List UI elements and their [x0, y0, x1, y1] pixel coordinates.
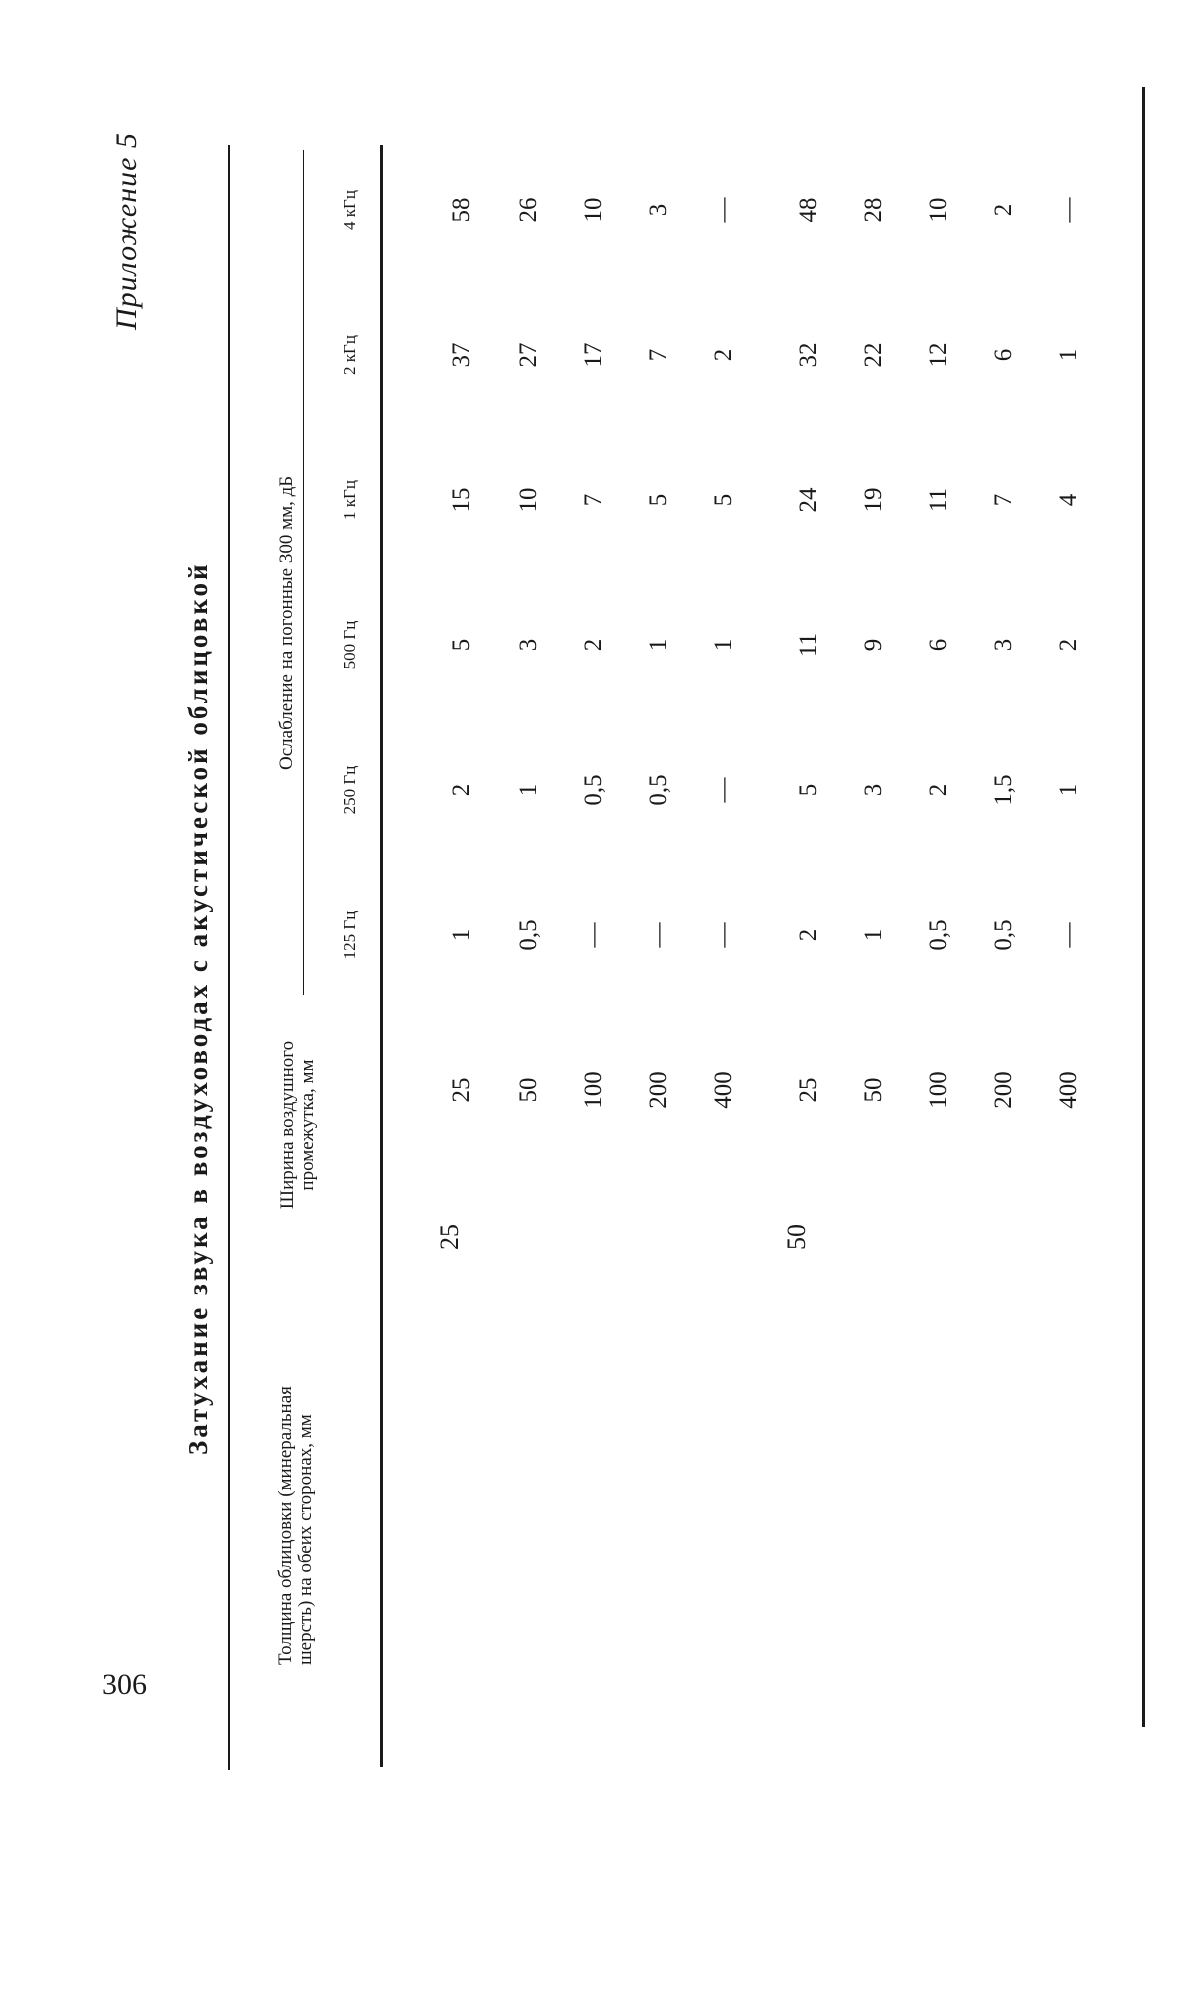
table-cell: 6: [925, 638, 952, 652]
table-cell: 58: [448, 197, 475, 223]
table-cell: 7: [645, 348, 672, 362]
table-cell: 0,5: [990, 919, 1017, 951]
header-gap: [278, 995, 318, 1255]
table-cell: 37: [448, 342, 475, 368]
freq-header-250hz: 250 Гц: [340, 765, 359, 815]
table-cell: 1: [1055, 348, 1082, 362]
table-cell: —: [710, 922, 737, 948]
gap-value: 50: [515, 1077, 542, 1103]
table-cell: 1,5: [990, 774, 1017, 806]
table-cell: 32: [795, 342, 822, 368]
appendix-label: Приложение 5: [110, 132, 143, 330]
table-cell: 7: [580, 493, 607, 507]
table-cell: 0,5: [515, 919, 542, 951]
thickness-value: 50: [782, 1224, 811, 1250]
freq-header-4khz: 4 кГц: [340, 190, 359, 230]
top-rule: [228, 145, 230, 1770]
table-cell: 19: [860, 487, 887, 513]
table-cell: —: [580, 922, 607, 948]
table-cell: —: [645, 922, 672, 948]
table-cell: 28: [860, 197, 887, 223]
table-cell: 0,5: [580, 774, 607, 806]
table-cell: 1: [710, 638, 737, 652]
freq-header-125hz: 125 Гц: [340, 910, 359, 960]
freq-header-1khz: 1 кГц: [340, 480, 359, 520]
table-cell: 0,5: [645, 774, 672, 806]
bottom-rule: [1142, 87, 1145, 1727]
gap-value: 25: [795, 1077, 822, 1103]
table-cell: 2: [710, 348, 737, 362]
table-cell: 2: [448, 783, 475, 797]
gap-value: 50: [860, 1077, 887, 1103]
table-cell: 3: [645, 203, 672, 217]
table-cell: 48: [795, 197, 822, 223]
header-thickness-line1: Толщина облицовки (минеральная: [275, 1386, 296, 1665]
gap-value: 100: [580, 1071, 607, 1109]
table-cell: 1: [645, 638, 672, 652]
table-cell: 1: [1055, 783, 1082, 797]
table-cell: 5: [448, 638, 475, 652]
table-cell: 2: [580, 638, 607, 652]
header-gap-line2: промежутка, мм: [297, 1059, 318, 1191]
table-cell: 15: [448, 487, 475, 513]
table-cell: —: [1055, 197, 1082, 223]
freq-header-500hz: 500 Гц: [340, 620, 359, 670]
table-cell: 2: [990, 203, 1017, 217]
header-thickness: [276, 1386, 316, 1665]
table-cell: 1: [515, 783, 542, 797]
table-cell: 5: [645, 493, 672, 507]
header-thickness-line2: шерсть) на обеих сторонах, мм: [295, 1414, 316, 1665]
table-cell: 11: [925, 487, 952, 513]
table-cell: 0,5: [925, 919, 952, 951]
header-bottom-rule: [380, 145, 383, 1767]
table-cell: —: [1055, 922, 1082, 948]
table-cell: 1: [448, 928, 475, 942]
table-cell: 27: [515, 342, 542, 368]
table-cell: 9: [860, 638, 887, 652]
table-cell: 2: [925, 783, 952, 797]
table-cell: 3: [515, 638, 542, 652]
table-cell: 10: [925, 197, 952, 223]
gap-value: 200: [645, 1071, 672, 1109]
table-title: Затухание звука в воздуховодах с акустической облицовкой: [183, 561, 213, 1455]
table-cell: 5: [795, 783, 822, 797]
gap-value: 400: [1055, 1071, 1082, 1109]
gap-value: 100: [925, 1071, 952, 1109]
table-cell: 12: [925, 342, 952, 368]
table-cell: 4: [1055, 493, 1082, 507]
table-cell: 7: [990, 493, 1017, 507]
gap-value: 200: [990, 1071, 1017, 1109]
table-cell: 26: [515, 197, 542, 223]
table-cell: 10: [580, 197, 607, 223]
table-cell: —: [710, 777, 737, 803]
table-cell: 17: [580, 342, 607, 368]
gap-value: 400: [710, 1071, 737, 1109]
attenuation-underline: [303, 150, 304, 995]
header-gap-line1: Ширина воздушного: [277, 1040, 298, 1210]
table-cell: 24: [795, 487, 822, 513]
header-attenuation: Ослабление на погонные 300 мм, дБ: [276, 475, 297, 770]
page-number: 306: [102, 1668, 147, 1701]
table-cell: 11: [795, 632, 822, 658]
table-cell: 5: [710, 493, 737, 507]
table-cell: 2: [795, 928, 822, 942]
table-cell: 2: [1055, 638, 1082, 652]
table-cell: 1: [860, 928, 887, 942]
table-cell: 3: [860, 783, 887, 797]
table-cell: —: [710, 197, 737, 223]
table-cell: 6: [990, 348, 1017, 362]
table-cell: 22: [860, 342, 887, 368]
gap-value: 25: [448, 1077, 475, 1103]
freq-header-2khz: 2 кГц: [340, 335, 359, 375]
thickness-value: 25: [435, 1224, 464, 1250]
table-cell: 10: [515, 487, 542, 513]
table-cell: 3: [990, 638, 1017, 652]
